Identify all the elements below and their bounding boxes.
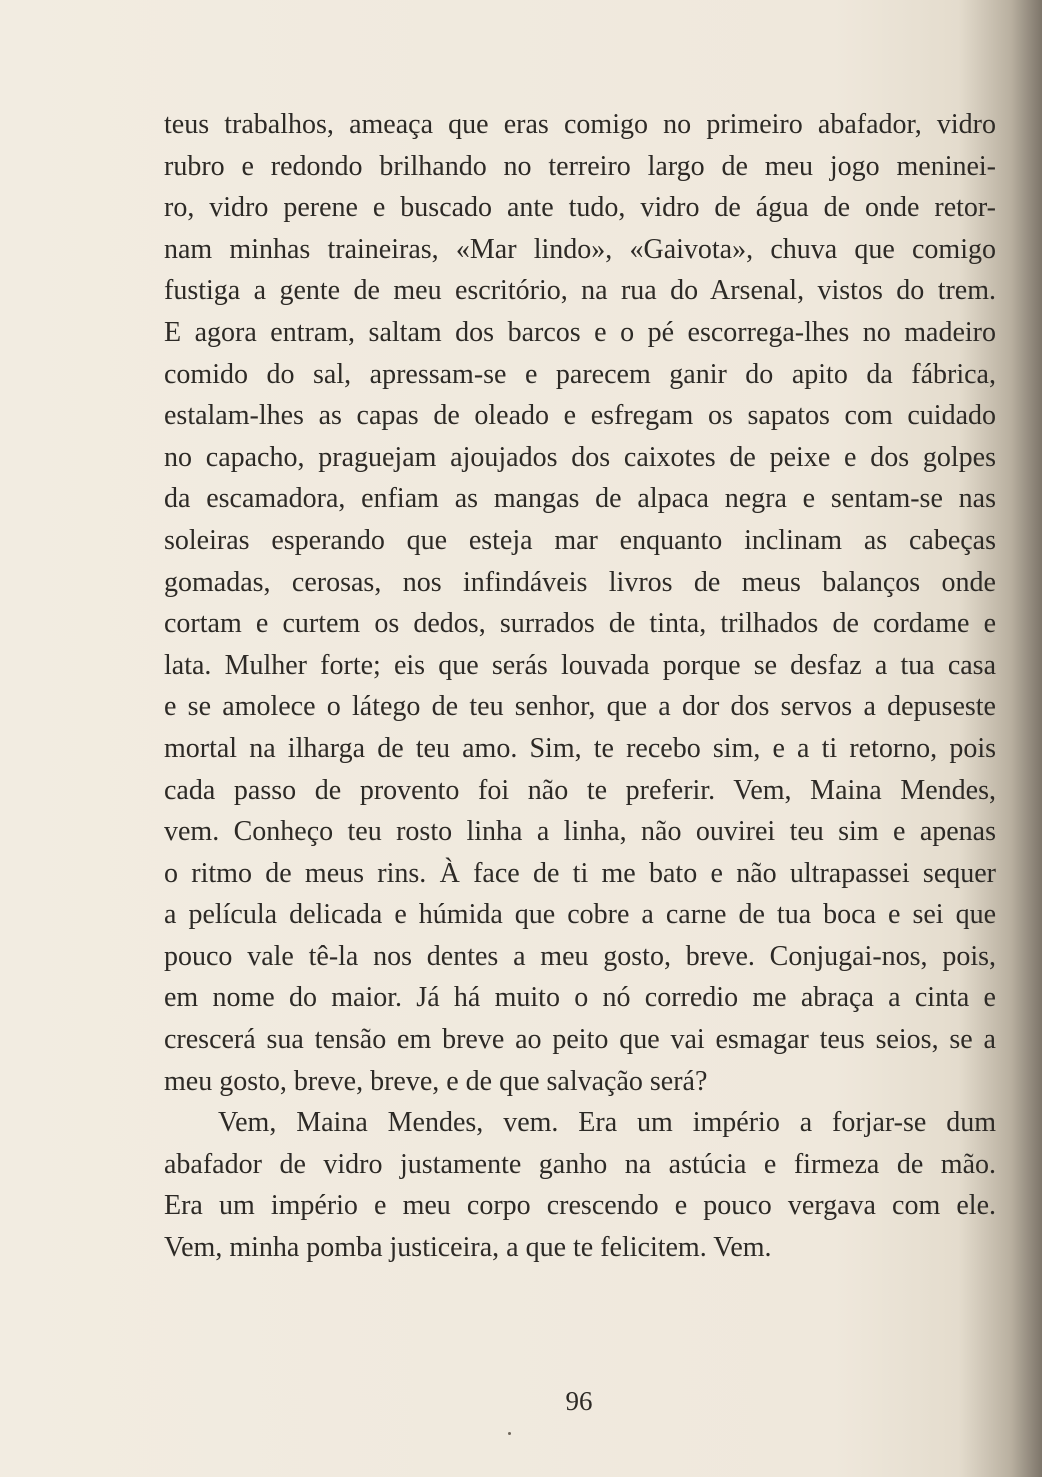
- text-line: meu gosto, breve, breve, e de que salvação será?: [164, 1065, 708, 1097]
- text-line: vem. Conheço teu rosto linha a linha, não ouvirei teu sim e apenas: [164, 816, 996, 848]
- text-line: comido do sal, apressam-se e parecem ganir do apito da fábrica,: [164, 358, 996, 390]
- text-line: Era um império e meu corpo crescendo e pouco vergava com ele.: [164, 1190, 996, 1222]
- text-line: a película delicada e húmida que cobre a carne de tua boca e sei que: [164, 899, 996, 931]
- text-line: Vem, Maina Mendes, vem. Era um império a forjar-se dum: [218, 1107, 996, 1139]
- ink-speck: [508, 1432, 511, 1435]
- text-line: estalam-lhes as capas de oleado e esfregam os sapatos com cuidado: [164, 400, 996, 432]
- page-number: 96: [565, 1386, 593, 1416]
- text-line: e se amolece o látego de teu senhor, que a dor dos servos a depuseste: [164, 691, 996, 723]
- text-line: no capacho, praguejam ajoujados dos caixotes de peixe e dos golpes: [164, 441, 996, 473]
- text-line: em nome do maior. Já há muito o nó corredio me abraça a cinta e: [164, 982, 996, 1014]
- text-line: nam minhas traineiras, «Mar lindo», «Gaivota», chuva que comigo: [164, 233, 996, 265]
- text-line: pouco vale tê-la nos dentes a meu gosto, breve. Conjugai-nos, pois,: [164, 940, 996, 972]
- text-line: Vem, minha pomba justiceira, a que te felicitem. Vem.: [164, 1232, 772, 1264]
- text-line: mortal na ilharga de teu amo. Sim, te recebo sim, e a ti retorno, pois: [164, 732, 996, 764]
- paragraph-1: [164, 104, 996, 1102]
- text-line: cada passo de provento foi não te preferir. Vem, Maina Mendes,: [164, 774, 996, 806]
- paragraph-2: [164, 1102, 996, 1268]
- text-line: o ritmo de meus rins. À face de ti me bato e não ultrapassei sequer: [164, 857, 996, 889]
- text-line: lata. Mulher forte; eis que serás louvada porque se desfaz a tua casa: [164, 649, 996, 681]
- text-line: teus trabalhos, ameaça que eras comigo no primeiro abafador, vidro: [164, 109, 996, 140]
- text-line: da escamadora, enfiam as mangas de alpaca negra e sentam-se nas: [164, 483, 996, 515]
- body-text: [164, 104, 996, 1269]
- text-line: fustiga a gente de meu escritório, na rua do Arsenal, vistos do trem.: [164, 275, 996, 307]
- text-line: rubro e redondo brilhando no terreiro largo de meu jogo meninei-: [164, 150, 996, 182]
- text-line: gomadas, cerosas, nos infindáveis livros de meus balanços onde: [164, 566, 996, 598]
- text-line: cortam e curtem os dedos, surrados de tinta, trilhados de cordame e: [164, 608, 996, 640]
- text-line: crescerá sua tensão em breve ao peito que vai esmagar teus seios, se a: [164, 1024, 996, 1056]
- text-line: ro, vidro perene e buscado ante tudo, vidro de água de onde retor-: [164, 192, 996, 224]
- text-line: E agora entram, saltam dos barcos e o pé escorrega-lhes no madeiro: [164, 316, 996, 348]
- text-line: abafador de vidro justamente ganho na astúcia e firmeza de mão.: [164, 1148, 996, 1180]
- text-line: soleiras esperando que esteja mar enquanto inclinam as cabeças: [164, 524, 996, 556]
